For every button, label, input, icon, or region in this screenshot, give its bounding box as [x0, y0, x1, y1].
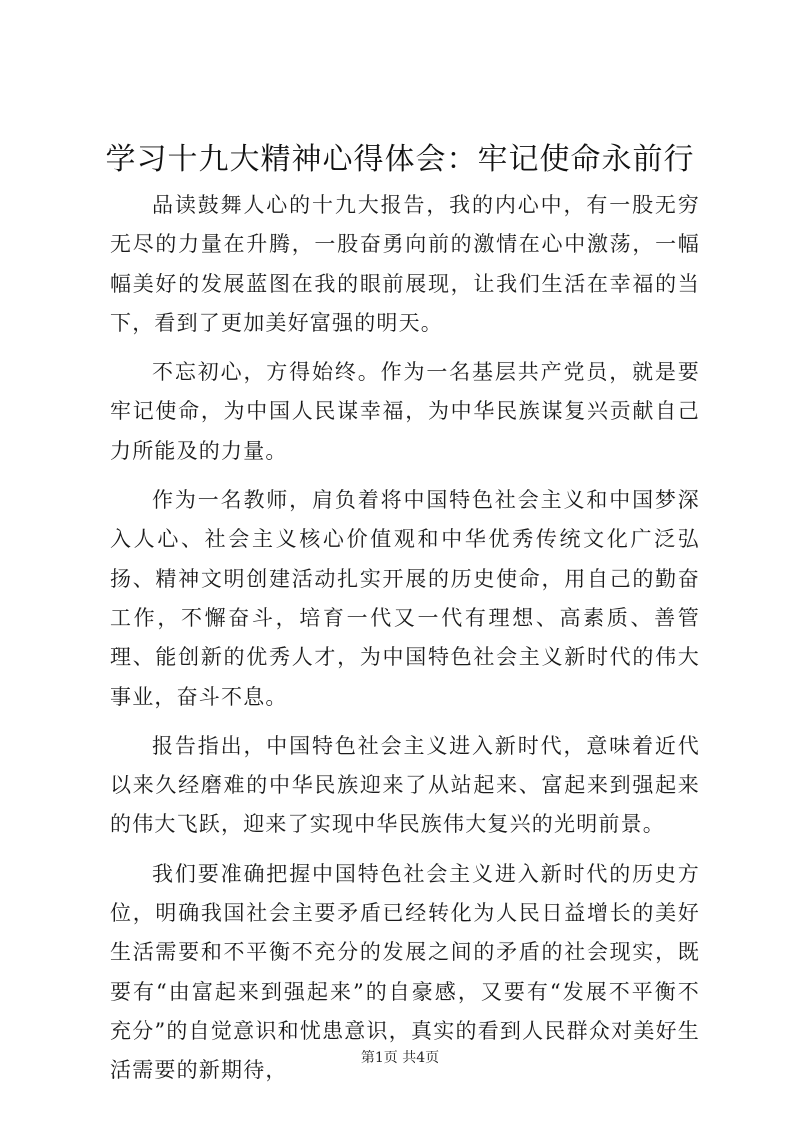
paragraph-2: 不忘初心，方得始终。作为一名基层共产党员，就是要牢记使命，为中国人民谋幸福，为中华民族谋复兴贡献自己力所能及的力量。: [110, 360, 700, 463]
document-body: [110, 186, 700, 1101]
page-number-footer: 第1页 共4页: [360, 1050, 440, 1066]
paragraph-3: 作为一名教师，肩负着将中国特色社会主义和中国梦深入人心、社会主义核心价值观和中华优秀传统文化广泛弘扬、精神文明创建活动扎实开展的历史使命，用自己的勤奋工作，不懈奋斗，培育一代又一代有理想、高素质、善管理、能创新的优秀人才，为中国特色社会主义新时代的伟大事业，奋斗不息。: [110, 488, 700, 709]
paragraph-1: 品读鼓舞人心的十九大报告，我的内心中，有一股无穷无尽的力量在升腾，一股奋勇向前的激情在心中激荡，一幅幅美好的发展蓝图在我的眼前展现，让我们生活在幸福的当下，看到了更加美好富强的明天。: [110, 193, 700, 335]
document-title: 学习十九大精神心得体会：牢记使命永前行: [105, 142, 695, 177]
paragraph-4: 报告指出，中国特色社会主义进入新时代，意味着近代以来久经磨难的中华民族迎来了从站起来、富起来到强起来的伟大飞跃，迎来了实现中华民族伟大复兴的光明前景。: [110, 733, 700, 837]
paragraph-5: 我们要准确把握中国特色社会主义进入新时代的历史方位，明确我国社会主要矛盾已经转化为人民日益增长的美好生活需要和不平衡不充分的发展之间的矛盾的社会现实，既要有“由富起来到强起来”的自豪感，又要有“发展不平衡不充分”的自觉意识和忧患意识，真实的看到人民群众对美好生活需要的新期待，: [110, 861, 700, 1083]
